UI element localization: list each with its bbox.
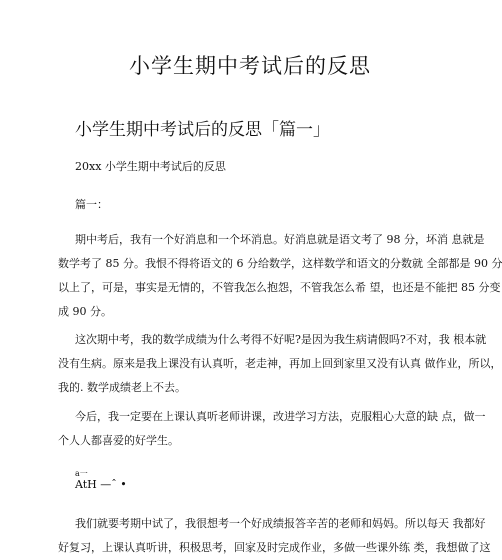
paragraph — [58, 512, 491, 560]
section-heading: 小学生期中考试后的反思「篇一」 — [75, 120, 330, 140]
document-title: 小学生期中考试后的反思 — [129, 54, 371, 78]
paragraph-line: 成 90 分。 — [58, 305, 112, 318]
paragraph — [58, 405, 486, 453]
paragraph-line: 期中考后，我有一个好消息和一个坏消息。好消息就是语文考了 98 分，坏消 息就是 — [75, 233, 485, 246]
paragraph-line: 我们就要考期中试了，我很想考一个好成绩报答辛苦的老师和妈妈。所以每天 我都好 — [75, 517, 486, 530]
artifact-small-text: a一 — [75, 469, 88, 478]
paragraph — [58, 328, 502, 400]
paragraph-line: 好复习，上课认真听讲，积极思考，回家及时完成作业，多做一些课外练 类，我想做了这 — [58, 541, 491, 554]
paragraph — [58, 228, 502, 324]
scan-artifact — [75, 470, 127, 491]
paragraph-line: 数学考了 85 分。我恨不得将语文的 6 分给数学，这样数学和语文的分数就 全部都是 90 分 — [58, 257, 502, 270]
part-label: 篇一： — [75, 198, 108, 211]
paragraph-line: 个人人都喜爱的好学生。 — [58, 434, 179, 447]
artifact-main-text: AtH —ˆ • — [75, 478, 127, 491]
paragraph-line: 今后，我一定要在上课认真听老师讲课，改进学习方法，克服粗心大意的缺 点，做一 — [75, 410, 486, 423]
paragraph-line: 我的. 数学成绩老上不去。 — [58, 381, 186, 394]
document-subtitle: 20xx 小学生期中考试后的反思 — [75, 160, 226, 173]
paragraph-line: 这次期中考，我的数学成绩为什么考得不好呢?是因为我生病请假吗?不对，我 根本就 — [75, 333, 487, 346]
paragraph-line: 没有生病。原来是我上课没有认真听，老走神，再加上回到家里又没有认真 做作业，所以， — [58, 357, 502, 370]
paragraph-line: 以上了，可是，事实是无情的，不管我怎么抱怨，不管我怎么希 望，也还是不能把 85 分变 — [58, 281, 501, 294]
